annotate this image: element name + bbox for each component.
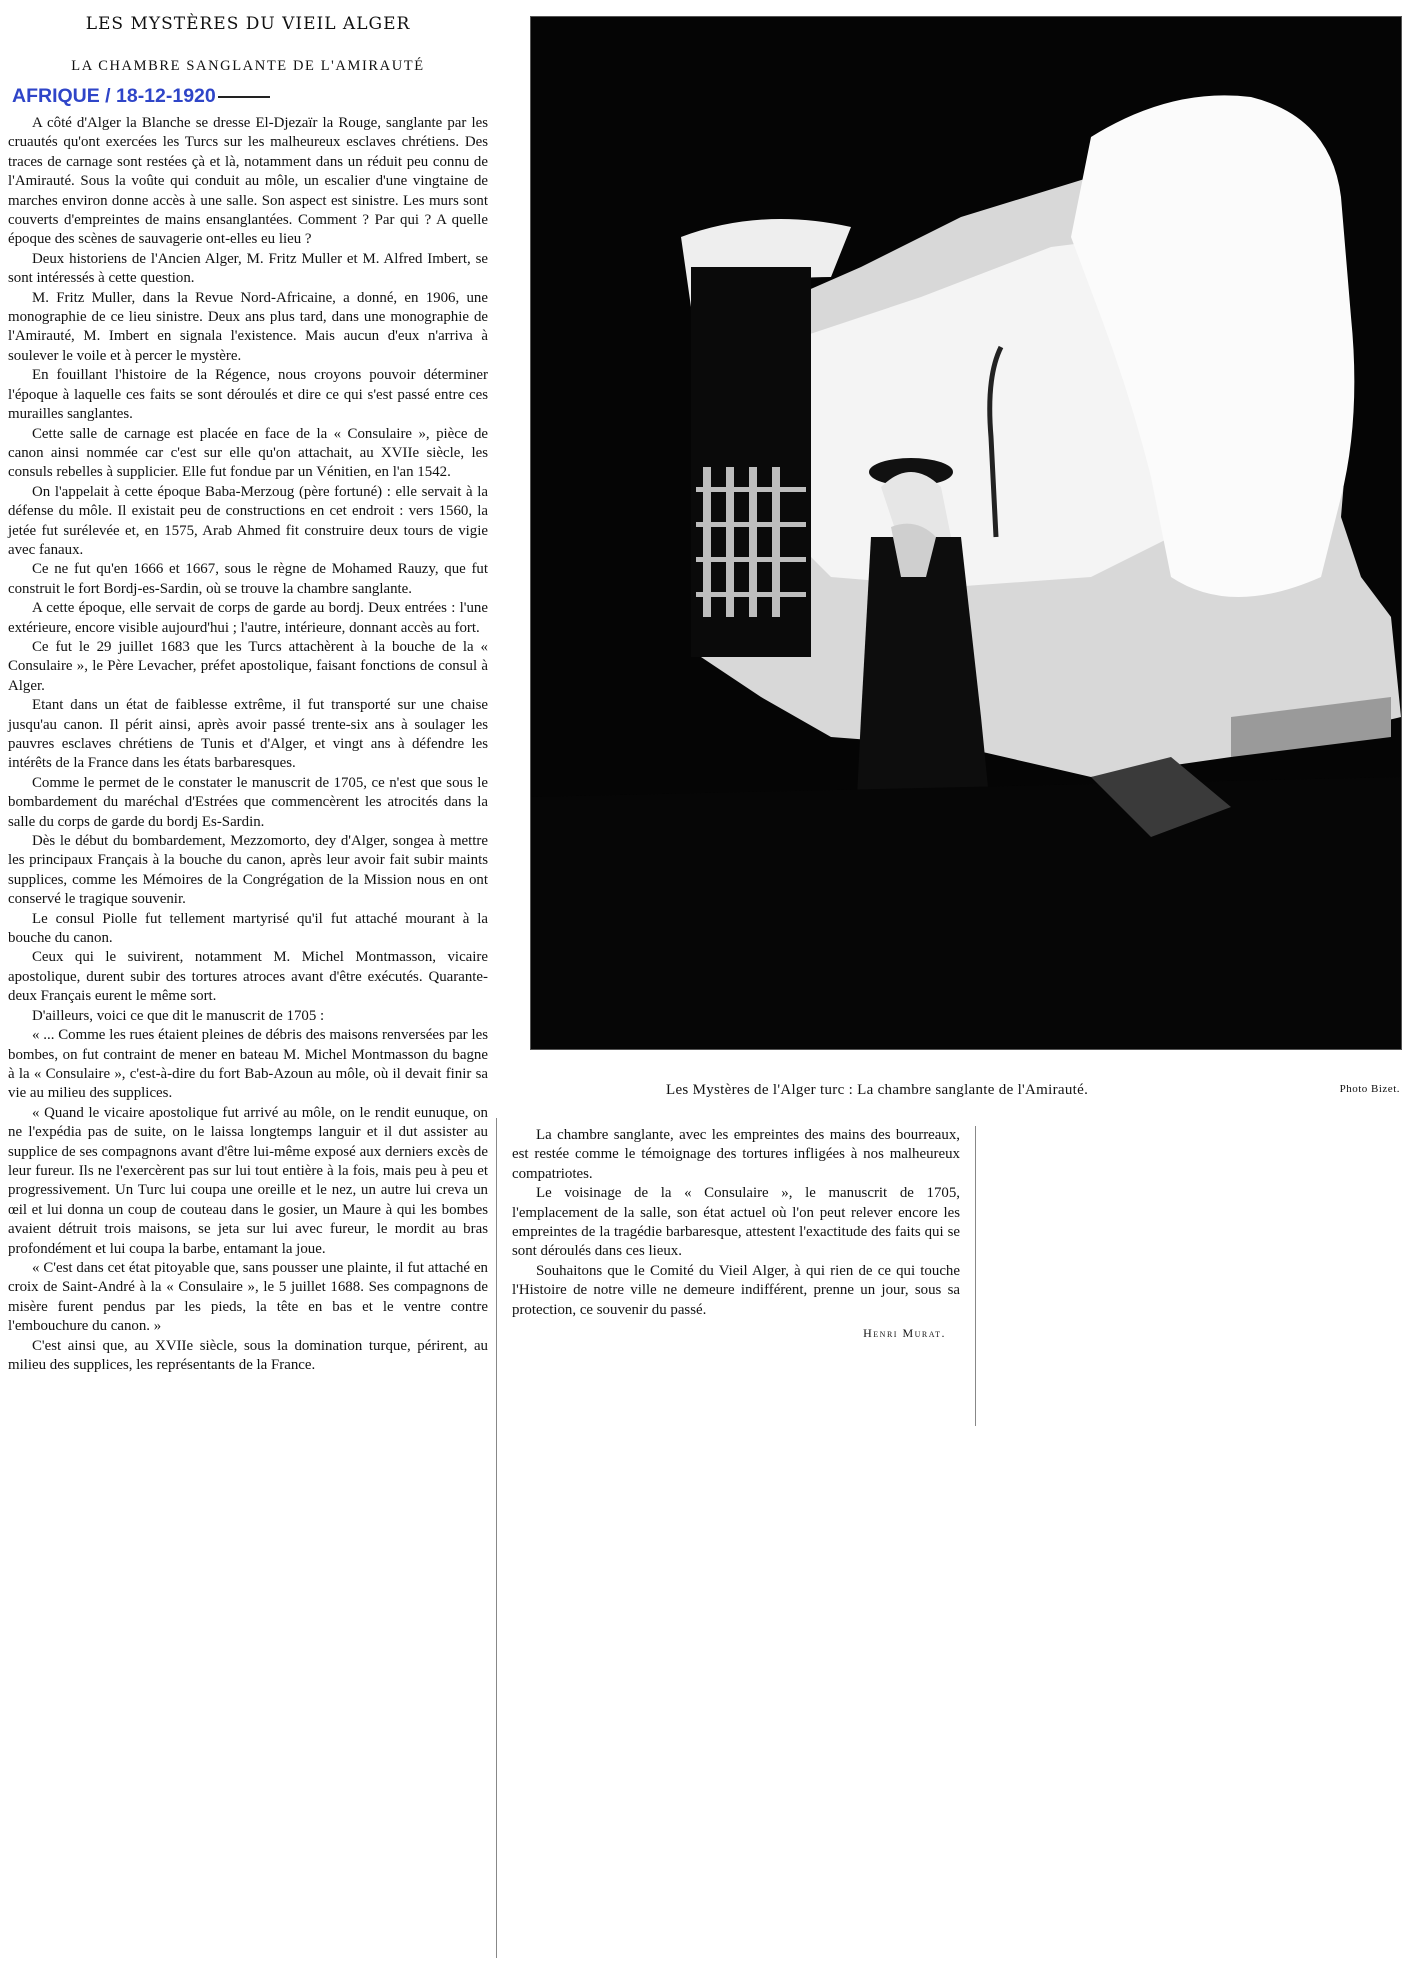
left-paragraphs [8,114,488,1375]
paragraph: A côté d'Alger la Blanche se dresse El-Djezaïr la Rouge, sanglante par les cruautés qu'ont exercées les Turcs sur les malheureux esclaves chrétiens. Des traces de carnage sont restées çà et là, notamment dans un réduit peu connu de l'Amirauté. Sous la voûte qui conduit au môle, un escalier d'une vingtaine de marches environ donne accès à une salle. Son aspect est sinistre. Les murs sont couverts d'empreintes de mains ensanglantées. Comment ? Par qui ? A quelle époque des scènes de sauvagerie ont-elles eu lieu ? [8,115,488,248]
paragraph: Ce fut le 29 juillet 1683 que les Turcs attachèrent à la bouche de la « Consulaire », le Père Levacher, préfet apostolique, faisant fonctions de consul à Alger. [8,638,488,694]
left-column [8,8,488,1375]
archive-stamp [12,85,488,108]
paragraph: Deux historiens de l'Ancien Alger, M. Fritz Muller et M. Alfred Imbert, se sont intéressés à cette question. [8,250,488,287]
article-photo [530,16,1402,1050]
right-paragraphs [512,1126,960,1320]
paragraph: Le consul Piolle fut tellement martyrisé qu'il fut attaché mourant à la bouche du canon. [8,910,488,947]
paragraph: D'ailleurs, voici ce que dit le manuscrit de 1705 : [32,1007,325,1024]
archive-stamp-text: AFRIQUE / 18-12-1920 [12,85,216,107]
paragraph: M. Fritz Muller, dans la Revue Nord-Africaine, a donné, en 1906, une monographie de ce lieu sinistre. Deux ans plus tard, dans une monographie de l'Amirauté, M. Imbert en signala l'existence. Mais aucun d'eux n'arriva à soulever le voile et à percer le mystère. [8,289,488,364]
paragraph: Ce ne fut qu'en 1666 et 1667, sous le règne de Mohamed Rauzy, que fut construit le fort Bordj-es-Sardin, où se trouve la chambre sanglante. [8,561,488,597]
paragraph: Comme le permet de le constater le manuscrit de 1705, ce n'est que sous le bombardement du maréchal d'Estrées que commencèrent les atrocités dans la salle du corps de garde du bordj Es-Sardin. [8,774,488,830]
paragraph: Dès le début du bombardement, Mezzomorto, dey d'Alger, songea à mettre les principaux Français à la bouche du canon, après leur avoir fait subir maints supplices, comme les Mémoires de la Congrégation de la Mission nous en ont conservé le tragique souvenir. [8,833,488,908]
paragraph: La chambre sanglante, avec les empreintes des mains des bourreaux, est restée comme le témoignage des tortures infligées à nos malheureux compatriotes. [512,1127,960,1182]
photo-credit: Photo Bizet. [1339,1083,1400,1095]
paragraph: En fouillant l'histoire de la Régence, nous croyons pouvoir déterminer l'époque à laquelle ces faits se sont déroulés et dire ce qui s'est passé entre ces murailles sanglantes. [8,367,488,423]
paragraph: On l'appelait à cette époque Baba-Merzoug (père fortuné) : elle servait à la défense du môle. Il existait peu de constructions en cet endroit : vers 1560, la jetée fut surélevée et, en 1575, Arab Ahmed fit construire deux tours de vigie avec fanaux. [8,483,488,558]
paragraph: Etant dans un état de faiblesse extrême, il fut transporté sur une chaise jusqu'au canon. Il périt ainsi, après avoir passé trente-six ans à soulager les pauvres esclaves chrétiens de Tunis et d'Alger, et vingt ans à défendre les intérêts de la France dans les états barbaresques. [8,697,488,772]
paragraph: Ceux qui le suivirent, notamment M. Michel Montmasson, vicaire apostolique, durent subir des tortures atroces avant d'être exécutés. Quarante-deux Français eurent le même sort. [8,949,488,1005]
caption-text: Les Mystères de l'Alger turc : La chambre sanglante de l'Amirauté. [666,1082,1089,1098]
right-column [512,1126,960,1341]
column-divider [496,1118,497,1958]
author-signature: Henri Murat. [863,1326,946,1341]
paragraph: C'est ainsi que, au XVIIe siècle, sous la domination turque, périrent, au milieu des supplices, les représentants de la France. [8,1337,488,1373]
paragraph: Souhaitons que le Comité du Vieil Alger, à qui rien de ce qui touche l'Histoire de notre ville ne demeure indifférent, prenne un jour, sous sa protection, ce souvenir du passé. [512,1262,960,1318]
paragraph: « C'est dans cet état pitoyable que, sans pousser une plainte, il fut attaché en croix de Saint-André à la « Consulaire », le 5 juillet 1688. Ses compagnons de misère furent pendus par les pieds, la tête en bas et le ventre contre l'embouchure du canon. » [8,1259,488,1335]
paragraph: « Quand le vicaire apostolique fut arrivé au môle, on le rendit eunuque, on ne l'expédia pas de suite, on le laissa longtemps languir et il dut assister au supplice de ses compagnons avant d'être lui-même exposé aux derniers excès de leur fureur. Ils ne l'exercèrent pas sur lui tout entière à la fois, mais peu à peu et progressivement. Un Turc lui coupa une oreille et le nez, un autre lui creva un œil et lui donna un coup de couteau dans le gosier, un Maure à qui les bombes avaient détruit trois maisons, se jeta sur lui avec fureur, le mordit au bras profondément et lui coupa la barbe, entamant la joue. [8,1104,488,1257]
article-subhead: LA CHAMBRE SANGLANTE DE L'AMIRAUTÉ [71,58,425,74]
right-column-divider [975,1126,976,1426]
masthead: LES MYSTÈRES DU VIEIL ALGER [85,14,411,34]
paragraph: Cette salle de carnage est placée en face de la « Consulaire », pièce de canon ainsi nommée car c'est sur elle qu'on attachait, au XVIIe siècle, les consuls rebelles à supplicier. Elle fut fondue par un Vénitien, en l'an 1542. [8,425,488,481]
paragraph: « ... Comme les rues étaient pleines de débris des maisons renversées par les bombes, on fut contraint de mener en bateau M. Michel Montmasson du bagne à la « Consulaire », c'est-à-dire du fort Bab-Azoun au môle, où il devait finir sa vie au milieu des supplices. [8,1027,488,1102]
paragraph: A cette époque, elle servait de corps de garde au bordj. Deux entrées : l'une extérieure, encore visible aujourd'hui ; l'autre, intérieure, donnant accès au fort. [8,600,488,636]
paragraph: Le voisinage de la « Consulaire », le manuscrit de 1705, l'emplacement de la salle, son état actuel où l'on peut relever encore les empreintes de la tragédie barbaresque, attestent l'exactitude des faits qui se sont déroulés dans ces lieux. [512,1185,960,1260]
stamp-rule [218,96,270,98]
